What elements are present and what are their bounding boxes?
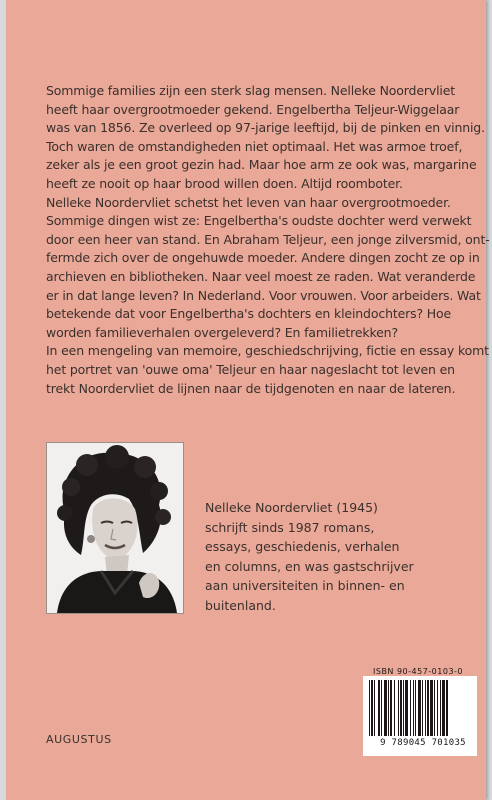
- barcode-bar: [388, 680, 389, 736]
- blurb-line: fermde zich over de ongehuwde moeder. Andere dingen zocht ze op in: [46, 250, 480, 266]
- blurb-line: Nelleke Noordervliet schetst het leven van haar overgrootmoeder.: [46, 194, 451, 210]
- barcode-bar: [422, 680, 423, 736]
- blurb-line: Sommige dingen wist ze: Engelbertha's oudste dochter werd verwekt: [46, 213, 472, 229]
- barcode-bar: [403, 680, 404, 736]
- barcode-bar: [381, 680, 382, 736]
- blurb-line: heeft haar overgrootmoeder gekend. Engelbertha Teljeur-Wiggelaar: [46, 101, 460, 117]
- blurb-line: door een heer van stand. En Abraham Teljeur, een jonge zilversmid, ont-: [46, 231, 490, 247]
- isbn-label: ISBN 90-457-0103-0: [373, 667, 464, 676]
- barcode-bar: [446, 680, 448, 736]
- barcode-bar: [390, 680, 392, 736]
- barcode-bar: [430, 680, 433, 736]
- bio-line: en columns, en was gastschrijver: [205, 558, 414, 574]
- author-portrait: [47, 443, 183, 613]
- barcode-bar: [405, 680, 408, 736]
- publisher-name: AUGUSTUS: [46, 733, 112, 746]
- barcode-number: 9 789045 701035: [380, 738, 466, 748]
- blurb-line: Sommige families zijn een sterk slag mensen. Nelleke Noordervliet: [46, 83, 456, 98]
- bio-line: essays, geschiedenis, verhalen: [205, 539, 400, 554]
- blurb-line: In een mengeling van memoire, geschiedschrijving, fictie en essay komt: [46, 343, 489, 359]
- barcode-bar: [434, 680, 435, 736]
- blurb-text: [46, 82, 490, 398]
- author-photo: [46, 442, 184, 614]
- back-cover: [6, 0, 490, 800]
- bio-line: Nelleke Noordervliet (1945): [205, 500, 378, 515]
- barcode-bar: [442, 680, 445, 736]
- blurb-line: worden familieverhalen overgeleverd? En familietrekken?: [46, 324, 398, 340]
- barcode-bar: [427, 680, 429, 736]
- blurb-line: het portret van 'ouwe oma' Teljeur en haar nageslacht tot leven en: [46, 361, 455, 377]
- blurb-line: archieven en bibliotheken. Naar veel moest ze raden. Wat veranderde: [46, 268, 476, 284]
- blurb-line: betekende dat voor Engelbertha's dochters en kleindochters? Hoe: [46, 306, 452, 322]
- barcode-bar: [398, 680, 399, 736]
- blurb-line: Toch waren de omstandigheden niet optimaal. Het was armoe troef,: [46, 138, 463, 154]
- barcode-bar: [394, 680, 395, 736]
- barcode-bar: [400, 680, 402, 736]
- blurb-line: zeker als je een groot gezin had. Maar hoe arm ze ook was, margarine: [46, 157, 477, 173]
- barcode-bar: [437, 680, 438, 736]
- barcode-bar: [371, 680, 373, 736]
- blurb-line: was van 1856. Ze overleed op 97-jarige leeftijd, bij de pinken en vinnig.: [46, 120, 485, 136]
- barcode-bar: [410, 680, 411, 736]
- barcode-bar: [369, 680, 370, 736]
- barcode: [363, 676, 477, 756]
- bio-line: schrijft sinds 1987 romans,: [205, 519, 375, 535]
- barcode-bar: [413, 680, 414, 736]
- barcode-bar: [418, 680, 421, 736]
- barcode-bar: [440, 680, 441, 736]
- barcode-bar: [374, 680, 375, 736]
- barcode-bar: [415, 680, 416, 736]
- bio-line: aan universiteiten in binnen- en: [205, 578, 405, 593]
- barcode-bar: [378, 680, 380, 736]
- author-bio: [205, 498, 435, 615]
- barcode-bar: [384, 680, 387, 736]
- barcode-bar: [425, 680, 426, 736]
- blurb-line: er in dat lange leven? In Nederland. Voor vrouwen. Voor arbeiders. Wat: [46, 287, 481, 303]
- blurb-line: heeft ze nooit op haar brood willen doen. Altijd roomboter.: [46, 175, 403, 191]
- blurb-line: trekt Noordervliet de lijnen naar de tijdgenoten en naar de lateren.: [46, 380, 456, 396]
- barcode-bars: [369, 680, 471, 736]
- bio-line: buitenland.: [205, 597, 276, 613]
